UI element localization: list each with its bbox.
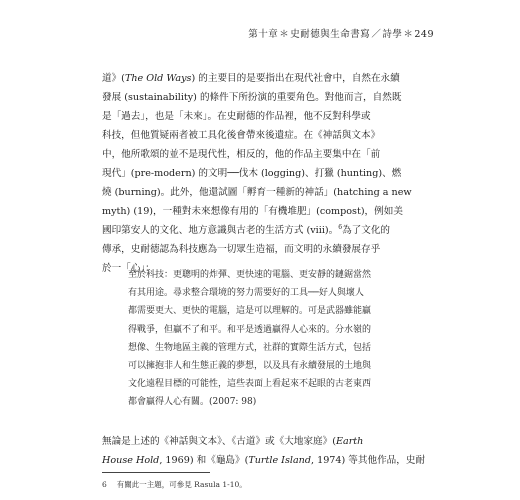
quote-line: 想像、生物地區主義的管理方式，社群的實際生活方式，包括 bbox=[128, 342, 372, 353]
text-line: 科技，但他質疑兩者被工具化後會帶來後遺症。在《神話與文本》 bbox=[102, 130, 381, 141]
book-title-italic: Earth bbox=[336, 436, 364, 447]
running-head-chapter: 第十章 bbox=[248, 29, 279, 40]
book-title-italic: House Hold bbox=[102, 455, 160, 466]
body-paragraph-2 bbox=[102, 432, 428, 470]
quote-line: 有其用途。尋求整合環境的努力需要好的工具──好人與壞人 bbox=[128, 288, 364, 299]
text-line: myth) (19)，一種對未來想像有用的「有機堆肥」(compost)，例如美 bbox=[102, 206, 403, 217]
footnote-text: 有關此一主題，可參見 Rasula 1-10。 bbox=[116, 480, 247, 489]
text-run: 道》( bbox=[102, 73, 125, 84]
text-run: 國印第安人的文化、地方意識與古老的生活方式 (viii)。 bbox=[102, 225, 339, 236]
quote-line: 都會贏得人心有關。(2007: 98) bbox=[128, 397, 257, 408]
quote-line: 得戰爭，但贏不了和平。和平是透過贏得人心來的。分水嶺的 bbox=[128, 324, 372, 335]
text-line: 傳承，史耐德認為科技應為一切眾生造福，而文明的永續發展存乎 bbox=[102, 244, 381, 255]
quote-line: 可以擁抱非人和生態正義的夢想，以及具有永續發展的土地與 bbox=[128, 360, 372, 371]
running-head-title: 史耐德與生命書寫 bbox=[290, 29, 371, 40]
text-run: 為了文化的 bbox=[342, 225, 391, 236]
text-run: 無論是上述的《神話與文本》、《古道》或《大地家庭》( bbox=[102, 436, 336, 447]
text-line: 於一「心」： bbox=[102, 263, 155, 274]
quote-line: 都需要更大、更快的電腦，這是可以理解的。可是武器雖能贏 bbox=[128, 306, 372, 317]
text-line: 發展 (sustainability) 的條件下所扮演的重要角色。對他而言，自然既 bbox=[102, 92, 402, 103]
book-title-italic: The Old Ways bbox=[124, 73, 192, 84]
text-line: 現代」(pre-modern) 的文明──伐木 (logging)、打獵 (hunting)、燃 bbox=[102, 168, 402, 179]
text-run: ) 的主要目的是要指出在現代社會中，自然在永續 bbox=[191, 73, 400, 84]
body-paragraph-1 bbox=[102, 69, 428, 278]
text-line bbox=[102, 432, 428, 451]
text-line: 是「過去」，也是「未來」。在史耐德的作品裡，他不反對科學或 bbox=[102, 111, 371, 122]
text-line bbox=[102, 221, 428, 240]
text-line: 燒 (burning)。此外，他還試圖「孵育一種新的神話」(hatching a new bbox=[102, 187, 412, 198]
running-head bbox=[248, 26, 434, 40]
block-quote bbox=[128, 266, 428, 412]
page-number: 249 bbox=[414, 29, 434, 40]
footnote-number: 6 bbox=[102, 480, 107, 489]
running-head-separator: ＊ bbox=[279, 29, 290, 40]
text-line bbox=[102, 69, 428, 88]
text-line: 中，他所歌頌的並不是現代性，相反的，他的作品主要集中在「前 bbox=[102, 149, 381, 160]
footnote-reference[interactable]: 6 bbox=[338, 223, 343, 231]
quote-line: 至於科技：更聰明的炸彈、更快速的電腦、更安靜的鏈鋸當然 bbox=[128, 270, 372, 280]
book-title-italic: Turtle Island bbox=[248, 455, 311, 466]
footnote-divider bbox=[102, 472, 210, 473]
running-head-author: 詩學 bbox=[382, 29, 403, 40]
running-head-separator: ＊ bbox=[403, 29, 414, 40]
quote-line: 文化遠程目標的可能性，這些表面上看起來不起眼的古老東西 bbox=[128, 379, 372, 390]
footnote bbox=[102, 479, 247, 490]
text-run: , 1969) 和《龜島》( bbox=[159, 455, 249, 466]
text-line bbox=[102, 451, 428, 470]
text-run: , 1974) 等其他作品，史耐 bbox=[311, 455, 426, 466]
running-head-separator: ／ bbox=[371, 29, 382, 40]
